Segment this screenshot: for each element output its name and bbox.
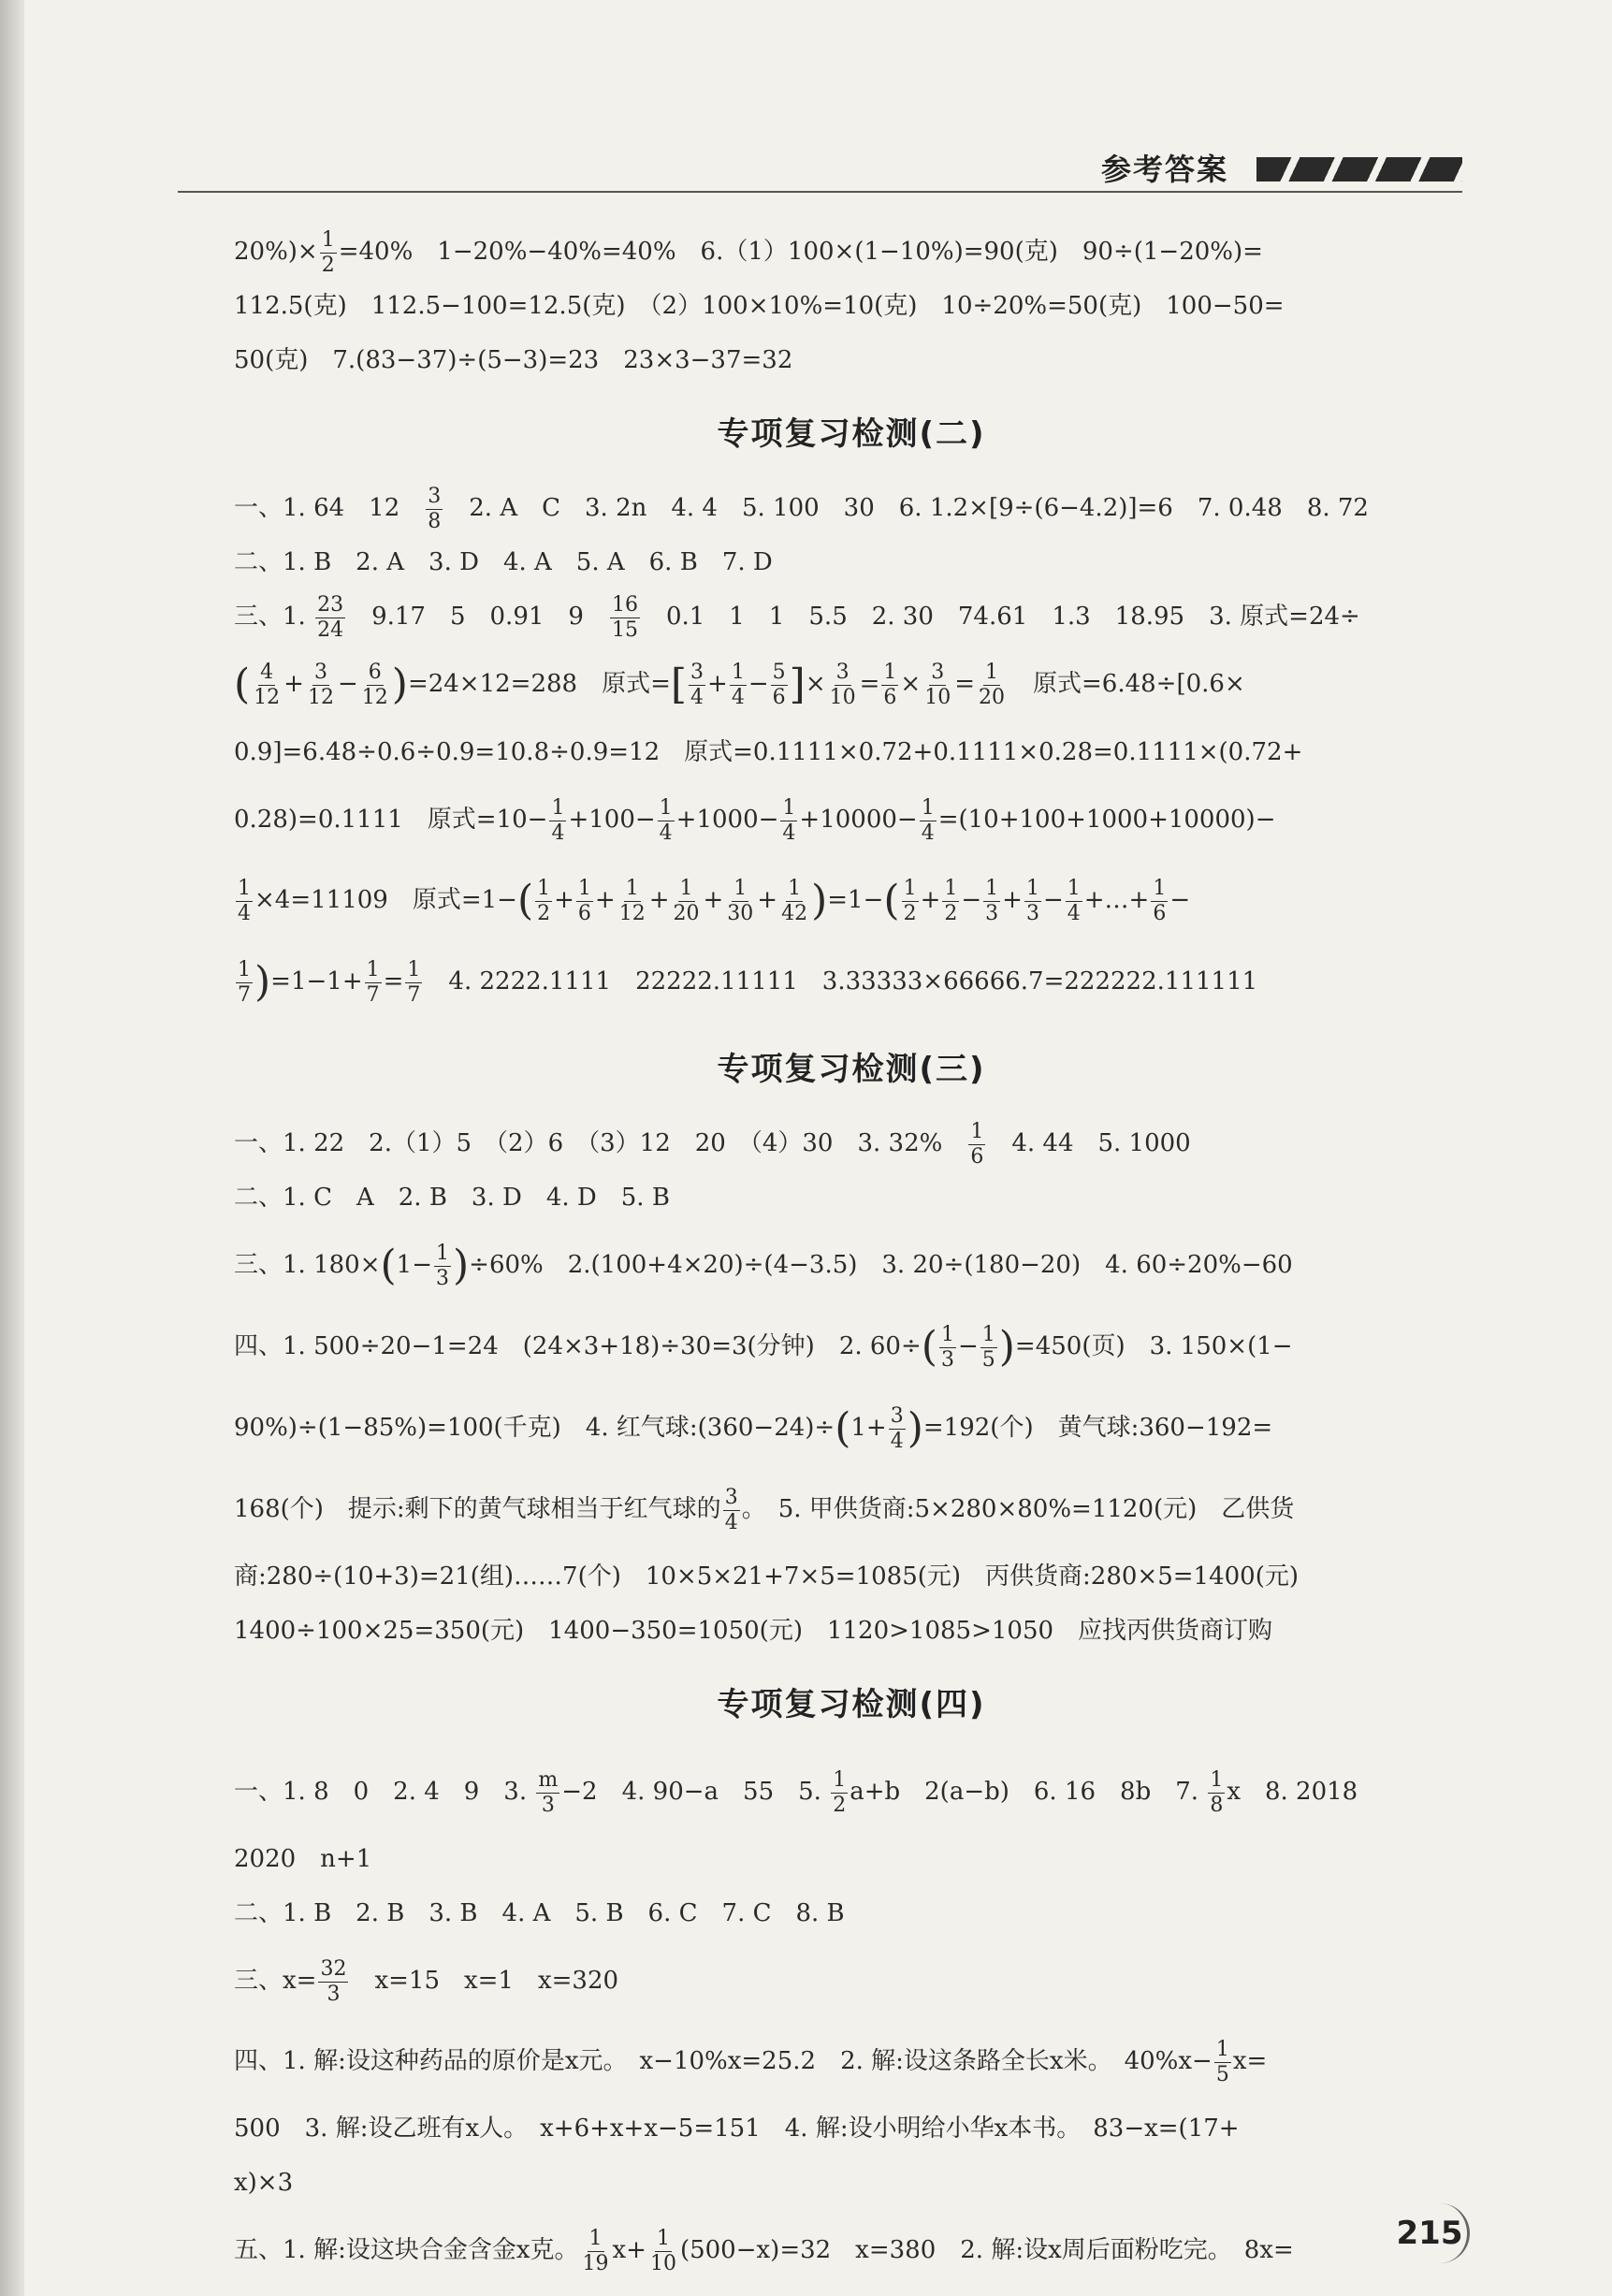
answer-text: − [961, 886, 982, 914]
fraction-numerator: 1 [1067, 876, 1081, 900]
fraction-denominator: 4 [724, 1510, 738, 1534]
answer-text: x)×3 [234, 2169, 294, 2197]
answer-line [234, 2210, 1469, 2290]
fraction-numerator: 1 [679, 876, 693, 900]
fraction-numerator: 23 [317, 592, 344, 617]
fraction-denominator: 6 [772, 685, 786, 709]
fraction [360, 661, 390, 710]
fraction [968, 1120, 985, 1170]
answer-text: x 8. 2018 [1227, 1778, 1358, 1806]
answer-text: + [757, 886, 778, 914]
large-bracket: ) [452, 1242, 470, 1289]
fraction [610, 593, 640, 643]
fraction-denominator: 10 [829, 685, 856, 709]
answer-text: 三、1. [234, 603, 314, 631]
fraction [658, 796, 675, 846]
fraction-numerator: 1 [733, 876, 748, 900]
answer-text: 4. 2222.1111 22222.11111 3.33333×66666.7=222222.111111 [424, 967, 1258, 995]
large-bracket: ) [254, 958, 271, 1006]
fraction [306, 661, 336, 710]
fraction-denominator: 2 [321, 253, 335, 277]
answer-text: 三、x= [234, 1967, 317, 1995]
answer-line [234, 225, 1469, 279]
answer-text: =(10+100+1000+10000)− [937, 806, 1276, 834]
answer-text: (500−x)=32 x=380 2. 解:设x周后面粉吃完。 8x= [679, 2236, 1294, 2264]
fraction-denominator: 3 [541, 1793, 555, 1817]
fraction [1024, 877, 1041, 926]
answer-text: + [283, 670, 304, 698]
fraction [889, 1404, 906, 1454]
fraction [405, 958, 422, 1008]
answer-text: + [554, 886, 574, 914]
fraction-numerator: 1 [985, 876, 999, 900]
fraction [881, 661, 898, 710]
fraction [723, 1486, 740, 1535]
answer-line [234, 1604, 1469, 1658]
fraction [939, 1323, 956, 1373]
fraction-denominator: 2 [833, 1793, 847, 1817]
answer-text: 0.9]=6.48÷0.6÷0.9=10.8÷0.9=12 原式=0.1111×0.72+0.1111×0.28=0.1111×(0.72+ [234, 738, 1303, 766]
fraction [1208, 1768, 1225, 1818]
fraction [977, 661, 1007, 710]
answer-text: 50(克) 7.(83−37)÷(5−3)=23 23×3−37=32 [234, 346, 793, 374]
answer-line [234, 1388, 1469, 1469]
answer-text: 20%)× [234, 238, 318, 266]
answer-text: + [707, 670, 728, 698]
fraction [920, 796, 937, 846]
fraction-denominator: 4 [238, 901, 251, 925]
fraction [902, 877, 919, 926]
answer-line [234, 1886, 1469, 1940]
answer-line [234, 2156, 1469, 2210]
answer-line [234, 725, 1469, 779]
fraction [576, 877, 593, 926]
fraction-denominator: 7 [238, 982, 251, 1007]
fraction-numerator: 1 [970, 1119, 984, 1143]
fraction-denominator: 4 [782, 821, 796, 845]
fraction-denominator: 2 [537, 901, 551, 925]
fraction [315, 593, 345, 643]
large-bracket: ( [234, 661, 251, 708]
fraction-numerator: 6 [368, 660, 382, 684]
answer-text: a+b 2(a−b) 6. 16 8b 7. [850, 1778, 1207, 1806]
answer-text: 原式=6.48÷[0.6× [1009, 670, 1245, 698]
fraction-denominator: 20 [979, 685, 1005, 709]
fraction-numerator: 3 [690, 660, 704, 684]
section-title: 专项复习检测(四) [717, 1686, 986, 1723]
answer-text: =40% 1−20%−40%=40% 6.（1）100×(1−10%)=90(克) 90÷(1−20%)= [338, 238, 1263, 266]
fraction [252, 661, 282, 710]
answer-text: =192(个) 黄气球:360−192= [922, 1414, 1273, 1442]
fraction-denominator: 19 [582, 2251, 609, 2275]
answer-text: − [1169, 886, 1191, 914]
answer-text: − [748, 670, 769, 698]
fraction-numerator: 1 [588, 2226, 603, 2250]
answer-text: +…+ [1083, 886, 1150, 914]
fraction-numerator: 1 [921, 795, 935, 820]
answer-text: 。 5. 甲供货商:5×280×80%=1120(元) 乙供货 [741, 1495, 1295, 1523]
section-title: 专项复习检测(三) [717, 1051, 986, 1088]
answer-line [234, 1469, 1469, 1549]
fraction-denominator: 5 [1215, 2062, 1229, 2086]
large-bracket: [ [670, 661, 688, 708]
large-bracket: ) [998, 1323, 1015, 1371]
book-spine-shadow [0, 0, 24, 2296]
fraction-denominator: 3 [435, 1266, 449, 1290]
fraction-numerator: 3 [428, 484, 442, 508]
fraction [426, 485, 443, 534]
fraction-denominator: 4 [890, 1429, 904, 1453]
fraction-numerator: 1 [659, 795, 673, 820]
answer-text: =24×12=288 原式= [407, 670, 671, 698]
fraction-denominator: 6 [970, 1144, 984, 1169]
fraction-denominator: 4 [551, 821, 565, 845]
answer-text: =450(页) 3. 150×(1− [1014, 1332, 1293, 1360]
fraction-numerator: 5 [772, 660, 786, 684]
fraction-denominator: 12 [618, 901, 646, 925]
answer-text: x=15 x=1 x=320 [350, 1967, 619, 1995]
fraction [236, 877, 253, 926]
fraction-denominator: 3 [985, 901, 999, 925]
page-header [178, 140, 1462, 193]
fraction-numerator: 1 [238, 957, 251, 981]
fraction-numerator: 1 [656, 2226, 670, 2250]
answer-text: 2020 n+1 [234, 1845, 372, 1873]
fraction-denominator: 4 [690, 685, 704, 709]
answer-text: =1− [827, 886, 884, 914]
fraction-numerator: 3 [931, 660, 945, 684]
fraction [1151, 877, 1168, 926]
answer-text: =1−1+ [270, 967, 363, 995]
fraction-denominator: 4 [731, 685, 745, 709]
answer-line [234, 1940, 1469, 2021]
fraction [581, 2227, 611, 2276]
answer-line [234, 1832, 1469, 1886]
fraction-denominator: 12 [307, 685, 334, 709]
answer-text: +10000− [799, 806, 918, 834]
fraction [831, 1768, 848, 1818]
answer-text: = [383, 967, 404, 995]
answer-text: × [900, 670, 922, 698]
answer-text: +1000− [675, 806, 779, 834]
answer-line [234, 1116, 1469, 1170]
answer-line [234, 589, 1469, 644]
answer-text: 1− [396, 1251, 432, 1279]
fraction-denominator: 42 [781, 901, 808, 925]
fraction [365, 958, 382, 1008]
fraction-denominator: 10 [924, 685, 951, 709]
answer-text: + [920, 886, 941, 914]
answer-text: + [648, 886, 670, 914]
fraction [536, 1768, 559, 1818]
fraction-denominator: 30 [727, 901, 754, 925]
large-bracket: ] [789, 661, 806, 708]
answer-text: 4. 44 5. 1000 [987, 1129, 1191, 1157]
answer-line [234, 1225, 1469, 1306]
answer-text: 二、1. C A 2. B 3. D 4. D 5. B [234, 1184, 670, 1212]
fraction-numerator: 1 [731, 660, 745, 684]
fraction [1066, 877, 1082, 926]
fraction-numerator: 1 [435, 1241, 449, 1265]
fraction-denominator: 24 [317, 618, 344, 642]
fraction-numerator: 1 [985, 660, 998, 684]
fraction-denominator: 7 [407, 982, 421, 1007]
fraction [828, 661, 858, 710]
large-bracket: ( [380, 1242, 397, 1289]
answer-line [234, 481, 1469, 535]
fraction [942, 877, 959, 926]
answer-text: = [954, 670, 975, 698]
answer-line [234, 279, 1469, 333]
fraction-numerator: 3 [890, 1403, 904, 1428]
answer-text: 二、1. B 2. B 3. B 4. A 5. B 6. C 7. C 8. B [234, 1899, 845, 1927]
fraction-numerator: 1 [788, 876, 802, 900]
answer-line [234, 941, 1469, 1023]
fraction-numerator: 1 [1025, 876, 1039, 900]
fraction [922, 661, 952, 710]
large-bracket: ( [516, 877, 534, 924]
answer-line [234, 779, 1469, 860]
fraction-numerator: 1 [940, 1322, 954, 1346]
answer-text: −2 4. 90−a 55 5. [561, 1778, 830, 1806]
answer-text: ÷60% 2.(100+4×20)÷(4−3.5) 3. 20÷(180−20) 4. 60÷20%−60 [469, 1251, 1293, 1279]
fraction-numerator: 1 [625, 876, 639, 900]
fraction-numerator: 1 [903, 876, 917, 900]
fraction-denominator: 7 [366, 982, 380, 1007]
header-title: 参考答案 [1100, 152, 1228, 187]
fraction-numerator: 1 [1210, 1767, 1224, 1792]
answer-line [234, 860, 1469, 941]
answer-line [234, 535, 1469, 589]
answer-line [234, 1306, 1469, 1388]
answer-text: 四、1. 500÷20−1=24 (24×3+18)÷30=3(分钟) 2. 60÷ [234, 1332, 922, 1360]
section-title: 专项复习检测(二) [717, 415, 986, 453]
fraction-denominator: 6 [1153, 901, 1167, 925]
fraction [535, 877, 552, 926]
answer-text: ×4=11109 原式=1− [254, 886, 517, 914]
fraction [725, 877, 755, 926]
answer-line [234, 1751, 1469, 1832]
fraction-numerator: 1 [782, 795, 796, 820]
fraction-denominator: 2 [903, 901, 917, 925]
fraction [648, 2227, 678, 2276]
fraction-numerator: 1 [366, 957, 380, 981]
fraction [689, 661, 705, 710]
answer-text: 1400÷100×25=350(元) 1400−350=1050(元) 1120>1085>1050 应找丙供货商订购 [234, 1617, 1273, 1645]
fraction-numerator: 1 [321, 227, 335, 252]
fraction-numerator: 3 [313, 660, 327, 684]
answer-text: + [703, 886, 724, 914]
fraction-numerator: 16 [611, 592, 638, 617]
large-bracket: ( [835, 1404, 851, 1452]
answer-text: x+ [612, 2236, 646, 2264]
fraction-denominator: 3 [940, 1347, 954, 1372]
answer-text: − [337, 670, 358, 698]
fraction-denominator: 12 [254, 685, 281, 709]
fraction-numerator: 3 [835, 660, 850, 684]
answer-line [234, 2021, 1469, 2101]
answer-text: + [594, 886, 616, 914]
answer-text: 一、1. 8 0 2. 4 9 3. [234, 1778, 535, 1806]
fraction-denominator: 6 [883, 685, 897, 709]
fraction-numerator: m [538, 1767, 559, 1792]
fraction-denominator: 4 [1067, 901, 1081, 925]
answer-line [234, 1549, 1469, 1604]
fraction-denominator: 4 [659, 821, 673, 845]
large-bracket: ( [883, 877, 900, 924]
large-bracket: ) [907, 1404, 923, 1452]
answer-text: 一、1. 64 12 [234, 494, 425, 522]
fraction-numerator: 1 [944, 876, 958, 900]
answer-text: 0.28)=0.1111 原式=10− [234, 806, 548, 834]
fraction-denominator: 6 [577, 901, 591, 925]
fraction-numerator: 32 [320, 1956, 347, 1981]
fraction-denominator: 8 [428, 509, 442, 533]
fraction [617, 877, 647, 926]
answer-text: 0.1 1 1 5.5 2. 30 74.61 1.3 18.95 3. 原式=24÷ [641, 603, 1360, 631]
fraction [549, 796, 566, 846]
fraction [434, 1242, 451, 1291]
large-bracket: ( [921, 1323, 937, 1371]
answer-text: 112.5(克) 112.5−100=12.5(克) （2）100×10%=10(克) 10÷20%=50(克) 100−50= [234, 292, 1285, 320]
fraction [771, 661, 788, 710]
answer-text: 四、1. 解:设这种药品的原价是x元。 x−10%x=25.2 2. 解:设这条路全长x米。 40%x− [234, 2047, 1213, 2075]
fraction [318, 1957, 348, 2007]
large-bracket: ) [391, 661, 408, 708]
answer-text: 三、1. 180× [234, 1251, 381, 1279]
fraction-numerator: 1 [833, 1767, 847, 1792]
fraction-numerator: 1 [551, 795, 565, 820]
header-stripes-decoration [1256, 157, 1462, 182]
fraction [780, 796, 797, 846]
answer-text: 商:280÷(10+3)=21(组)……7(个) 10×5×21+7×5=1085(元) 丙供货商:280×5=1400(元) [234, 1562, 1299, 1591]
answer-text: 500 3. 解:设乙班有x人。 x+6+x+x−5=151 4. 解:设小明给小华x本书。 83−x=(17+ [234, 2114, 1240, 2143]
answer-text: − [957, 1332, 979, 1360]
answer-content [234, 225, 1469, 2290]
answer-text: 90%)÷(1−85%)=100(千克) 4. 红气球:(360−24)÷ [234, 1414, 835, 1442]
answer-text: x= [1232, 2047, 1268, 2075]
answer-line [234, 1170, 1469, 1225]
fraction-numerator: 4 [260, 660, 274, 684]
fraction [236, 958, 253, 1008]
answer-text: 9.17 5 0.91 9 [347, 603, 608, 631]
fraction [779, 877, 809, 926]
answer-text: × [805, 670, 826, 698]
fraction-denominator: 3 [327, 1982, 341, 2006]
fraction-denominator: 10 [649, 2251, 676, 2275]
answer-line [234, 333, 1469, 387]
answer-text: = [859, 670, 880, 698]
fraction-numerator: 1 [577, 876, 591, 900]
answer-text: +100− [568, 806, 656, 834]
fraction-denominator: 4 [921, 821, 935, 845]
fraction-numerator: 1 [238, 876, 251, 900]
large-bracket: ) [811, 877, 828, 924]
fraction-denominator: 12 [361, 685, 388, 709]
fraction-denominator: 20 [673, 901, 700, 925]
answer-line [234, 644, 1469, 725]
answer-text: 168(个) 提示:剩下的黄气球相当于红气球的 [234, 1495, 721, 1523]
answer-text: 一、1. 22 2.（1）5 （2）6 （3）12 20 （4）30 3. 32% [234, 1129, 967, 1157]
fraction [980, 1323, 997, 1373]
page-number: 215 [1392, 2203, 1470, 2263]
fraction-numerator: 1 [537, 876, 551, 900]
fraction [320, 228, 337, 278]
answer-text: 2. A C 3. 2n 4. 4 5. 100 30 6. 1.2×[9÷(6−4.2)]=6 7. 0.48 8. 72 [444, 494, 1369, 522]
fraction-numerator: 1 [1215, 2037, 1229, 2061]
answer-text: − [1042, 886, 1064, 914]
fraction-denominator: 5 [981, 1347, 995, 1372]
answer-text: 五、1. 解:设这块合金含金x克。 [234, 2236, 579, 2264]
fraction-numerator: 3 [724, 1485, 738, 1509]
fraction-numerator: 1 [883, 660, 897, 684]
fraction-denominator: 8 [1210, 1793, 1224, 1817]
header-rule [178, 191, 1462, 193]
fraction-denominator: 3 [1025, 901, 1039, 925]
answer-text: + [1002, 886, 1023, 914]
fraction [672, 877, 702, 926]
fraction-numerator: 1 [981, 1322, 995, 1346]
fraction-denominator: 15 [611, 618, 638, 642]
answer-line [234, 2101, 1469, 2156]
fraction-denominator: 2 [944, 901, 958, 925]
answer-text: 二、1. B 2. A 3. D 4. A 5. A 6. B 7. D [234, 548, 773, 576]
fraction [730, 661, 747, 710]
fraction-numerator: 1 [1153, 876, 1167, 900]
fraction [1214, 2038, 1231, 2087]
answer-text: 1+ [850, 1414, 887, 1442]
fraction [983, 877, 1000, 926]
fraction-numerator: 1 [407, 957, 421, 981]
